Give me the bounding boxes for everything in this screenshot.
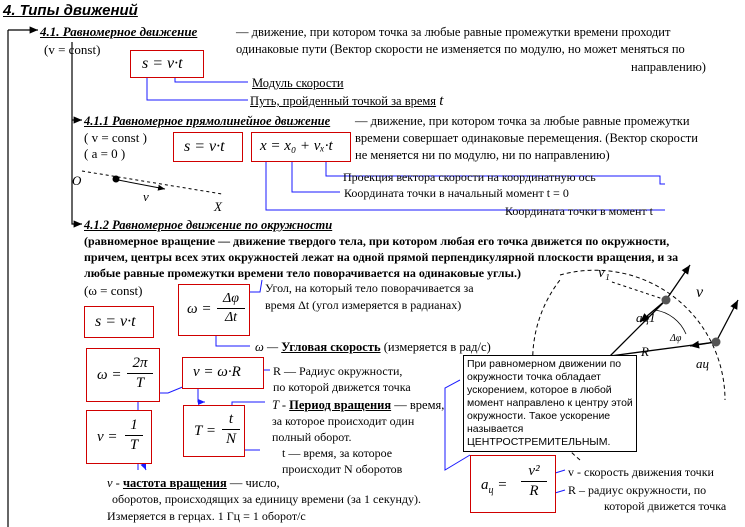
section-4-1-2-title: 4.1.2 Равномерное движение по окружности [84,218,333,232]
formula-frequency-fraction [125,417,143,454]
diagram-r-label: R [641,344,649,359]
annotation-initial-coordinate: Координата точки в начальный момент t = 0 [344,186,569,200]
annotation-angle-line1: Угол, на который тело поворачивается за [265,281,474,295]
formula-s-vt-2: s = v·t [184,138,225,155]
formula-centripetal-num: v² [528,463,540,479]
formula-box-centripetal [470,455,556,513]
formula-v-omega-r: v = ω·R [193,364,241,380]
formula-box-v-omega-r [182,357,264,389]
formula-omega-period-num: 2π [132,355,148,371]
rectilinear-condition-a: ( a = 0 ) [84,146,126,161]
formula-centripetal-a: a [481,477,489,493]
axis-origin-label: O [72,173,82,188]
axis-x-label: X [214,199,222,214]
annotation-frequency-term: частота вращения [122,476,227,490]
section-4-1-1-def-line3: не меняется ни по модулю, ни по направлению) [355,148,610,162]
annotation-frequency-dash: — число, [229,476,280,490]
annotation-period-line2: за которое происходит один [272,414,415,428]
formula-box-period-t-n [183,405,245,457]
diagram-v1-label: v₁ [598,265,610,281]
axis-velocity-label: v [143,189,149,204]
annotation-radius-r-line1: R – радиус окружности, по [568,483,707,497]
section-4-1-title: 4.1. Равномерное движение [40,24,198,39]
diagram-v-label: v [696,284,704,301]
formula-box-omega-period [86,348,160,402]
annotation-projection: Проекция вектора скорости на координатную ось [343,170,596,184]
section-4-1-2-para-line2: причем, центры всех этих окружностей лежат на одной прямой перпендикулярной плоскости вращения, и за [84,250,679,264]
formula-period-fraction [222,411,240,448]
formula-centripetal-sub: ц [488,485,494,496]
section-4-1-1-def-line1: — движение, при котором точка за любые равные промежутки [355,114,690,128]
annotation-time-line1: t — время, за которое [282,446,393,460]
formula-omega-den: Δt [224,310,238,325]
annotation-frequency-line3: Измеряется в герцах. 1 Гц = 1 оборот/c [107,509,306,523]
rectilinear-condition-v: ( v = const ) [84,130,147,145]
section-4-1-def-line1: — движение, при котором точка за любые равные промежутки времени проходит [236,25,671,39]
annotation-frequency-symbol: ν - [107,476,120,490]
formula-period-num: t [228,411,234,427]
formula-omega-fraction [217,291,245,326]
annotation-path-t: t [439,93,444,109]
formula-box-omega [178,284,250,336]
annotation-time-line2: происходит N оборотов [282,462,403,476]
annotation-period-term: Период вращения [289,398,392,412]
formula-s-vt-3: s = v·t [95,313,136,330]
formula-box-s-vt [130,50,204,78]
annotation-radius-r-line2: которой движется точка [604,499,727,513]
formula-frequency-num: 1 [130,417,138,433]
section-4-1-1-def-line2: времени совершает одинаковые перемещения. (Вектор скорости [355,131,698,145]
formula-omega-lhs: ω = [187,301,212,317]
annotation-omega-symbol: ω — [255,340,279,354]
section-4-1-2-para-line3: любые равные промежутки времени тело поворачивается на одинаковые углы.) [84,266,521,280]
annotation-period-symbol: T - [272,398,287,412]
formula-frequency-den: T [129,437,139,453]
annotation-period-dash: — время, [394,398,445,412]
annotation-angular-velocity [255,340,491,355]
formula-s-vt: s = v·t [142,55,183,72]
formula-frequency-lhs: ν = [97,429,118,445]
formula-period-lhs: T = [194,423,216,439]
annotation-period [272,398,444,413]
formula-box-frequency [86,410,152,464]
page-heading: 4. Типы движений [3,2,138,19]
annotation-coordinate-at-t: Координата точки в момент t [505,204,653,218]
centripetal-note: При равномерном движении по окружности точка обладает ускорением, которое в любой момент направлено к центру этой окружности. Такое ускорение называется ЦЕНТРОСТРЕМИТЕЛЬНЫМ. [463,355,637,452]
annotation-path [250,93,443,110]
formula-omega-period-den: T [135,375,145,391]
annotation-angular-velocity-unit: (измеряется в рад/с) [383,340,491,354]
formula-omega-num: Δφ [223,291,239,306]
annotation-period-line3: полный оборот. [272,430,352,444]
annotation-frequency [107,476,280,491]
diagram-a-label: aц [696,356,709,371]
formula-period-den: N [225,431,236,447]
section-4-1-1-title: 4.1.1 Равномерное прямолинейное движение [84,114,331,128]
annotation-angle-line2: время Δt (угол измеряется в радианах) [265,298,462,312]
formula-x-coordinate: x = x₀ + vₓ·t [260,138,333,154]
formula-centripetal-lhs: $a_ц$ = [481,477,508,496]
annotation-radius-line2: по которой движется точка [273,380,411,394]
formula-centripetal-fraction [521,463,547,500]
section-4-1-2-para-line1: (равномерное вращение — движение твердого тела, при котором любая его точка движется по окружности, [84,234,670,248]
section-4-1-def-line2: одинаковые пути (Вектор скорости не изменяется по модулю, но может меняться по [236,42,685,56]
formula-box-s-vt-3 [84,306,154,338]
formula-omega-period-fraction [127,355,153,392]
annotation-radius-line1: R — Радиус окружности, [273,364,403,378]
annotation-frequency-line2: оборотов, происходящих за единицу времени (за 1 секунду). [112,492,422,506]
annotation-speed-module: Модуль скорости [252,76,344,90]
rotation-condition: (ω = const) [84,283,143,298]
formula-box-x [251,132,351,162]
formula-centripetal-den: R [529,483,539,499]
formula-box-s-vt-2 [173,132,243,162]
formula-omega-period-lhs: ω = [97,367,122,383]
annotation-path-text: Путь, пройденный точкой за время [250,94,437,108]
diagram-phi-label: Δφ [670,333,682,344]
axis-diagram [82,171,222,194]
diagram-a1-label: aц1 [636,310,656,325]
annotation-speed-v: v - скорость движения точки [568,465,714,479]
annotation-angular-velocity-term: Угловая скорость [281,340,381,354]
uniform-motion-condition: (v = const) [44,42,101,57]
section-4-1-def-line3: направлению) [631,60,706,74]
